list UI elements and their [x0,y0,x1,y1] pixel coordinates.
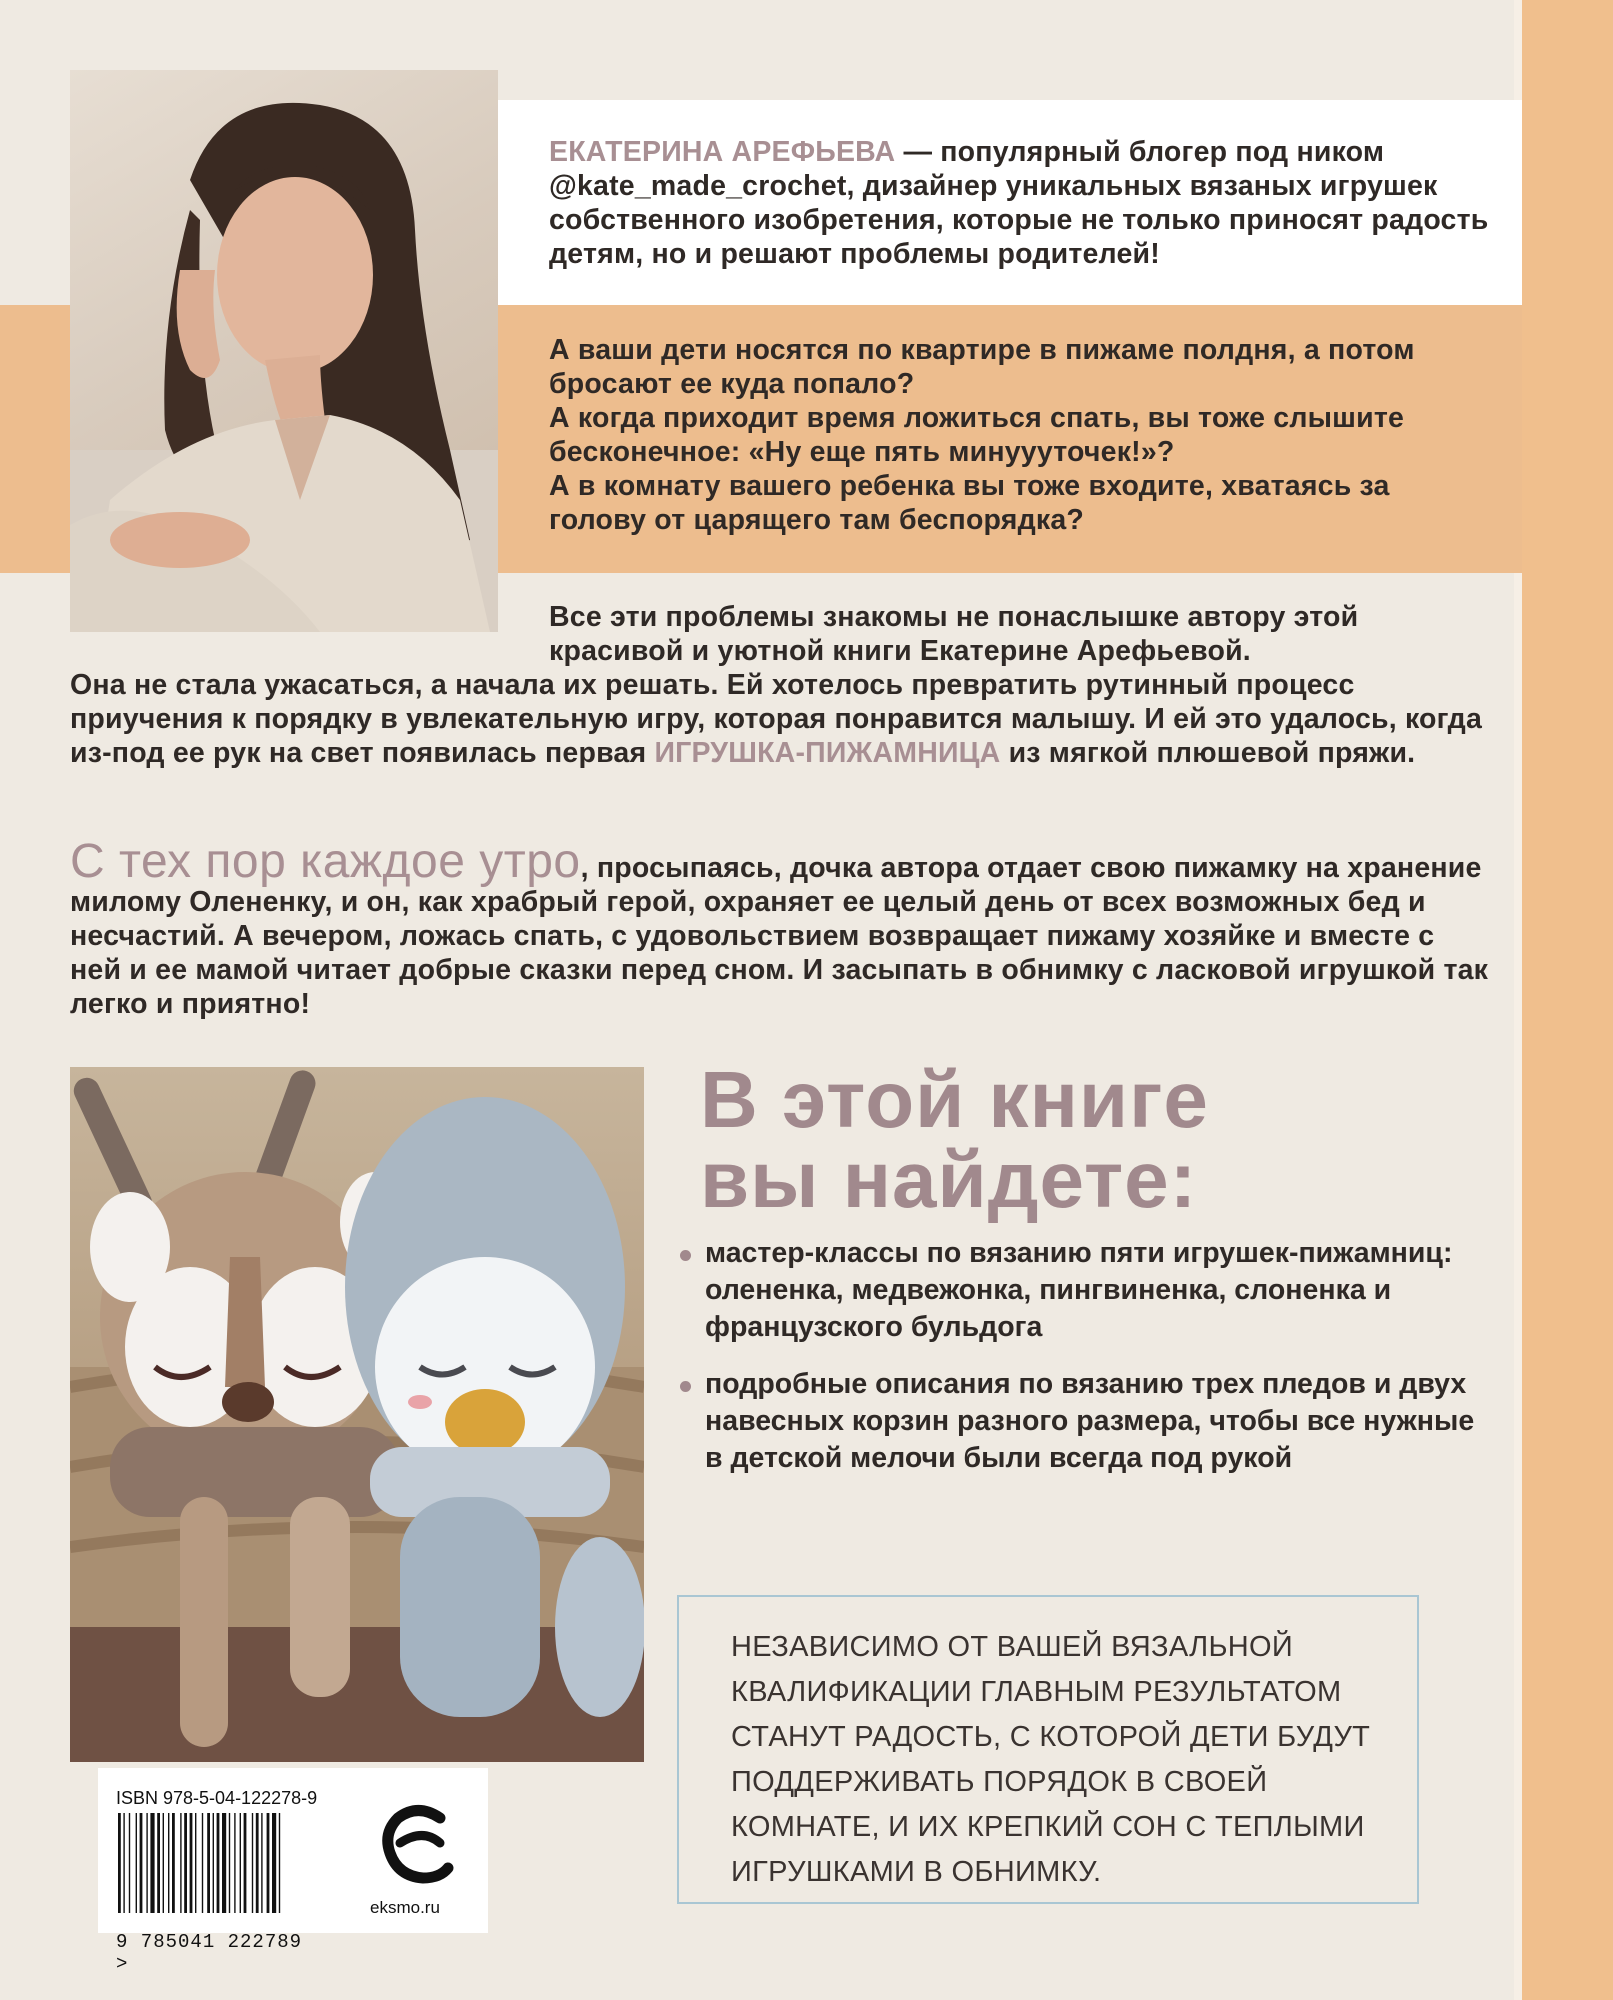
toy-name-highlight: ИГРУШКА-ПИЖАМНИЦА [654,737,1001,769]
barcode-bar [217,1813,220,1913]
barcode-bar [146,1813,147,1913]
barcode [116,1813,326,1975]
problems-body: Она не стала ужасаться, а начала их решать. Ей хотелось превратить рутинный процесс приучения к порядку в увлекательную игру, которая понравится малышу. И ей это удалось, когда из-под ее рук на свет появилась первая [70,669,1482,769]
barcode-bar [190,1813,193,1913]
morning-paragraph [70,835,1490,1021]
author-bio [549,135,1489,271]
barcode-bar [129,1813,130,1913]
toys-photo [70,1067,644,1762]
problems-line-2: красивой и уютной книги Екатерине Арефьевой. [549,635,1251,667]
barcode-bar [256,1813,259,1913]
isbn-label: ISBN 978-5-04-122278-9 [116,1788,318,1808]
barcode-bar [272,1813,276,1913]
author-name: ЕКАТЕРИНА АРЕФЬЕВА [549,136,896,168]
summary-box [677,1595,1419,1904]
list-item [680,1366,1480,1477]
barcode-bar [252,1813,253,1913]
barcode-bar [202,1813,203,1913]
barcode-bar [140,1813,143,1913]
questions-block [549,333,1489,537]
eksmo-logo-icon [378,1798,458,1893]
barcode-bar [244,1813,247,1913]
publisher-url: eksmo.ru [370,1898,440,1917]
spine-strip [1522,0,1613,2000]
bullet-icon [680,1381,691,1392]
heading-line-1: В этой книге [700,1055,1209,1144]
barcode-bar [213,1813,214,1913]
bullet-icon [680,1250,691,1261]
morning-body: , просыпаясь, дочка автора отдает свою пижамку на хранение милому Олененку, и он, как храбрый герой, охраняет ее целый день от всех возможных бед и несчастий. А вечером, ложась спать, с удовольствием возвращает пижаму хозяйке и вместе с ней и ее мамой читает добрые сказки перед сном. И засыпать в обнимку с ласковой игрушкой так легко и приятно! [70,852,1489,1020]
list-item [680,1235,1480,1346]
list-item-text: мастер-классы по вязанию пяти игрушек-пижамниц: олененка, медвежонка, пингвиненка, слоненка и французского бульдога [705,1237,1453,1343]
morning-lead: С тех пор каждое утро [70,835,581,888]
barcode-bar [184,1813,187,1913]
barcode-bar [168,1813,169,1913]
barcode-bar [136,1813,137,1913]
barcode-bar [118,1813,121,1913]
barcode-bar [222,1813,226,1913]
barcode-bar [123,1813,124,1913]
barcode-digits: 9 785041 222789 > [116,1931,303,1975]
question-3: А в комнату вашего ребенка вы тоже входите, хватаясь за голову от царящего там беспорядка? [549,470,1390,536]
author-photo [70,70,498,632]
barcode-panel [98,1768,488,1975]
barcode-bar [229,1813,230,1913]
barcode-graphic [116,1813,326,1918]
barcode-bar [180,1813,181,1913]
problems-line-1: Все эти проблемы знакомы не понаслышке автору этой [549,601,1359,633]
barcode-bar [195,1813,196,1913]
problems-paragraph [70,600,1490,770]
barcode-bar [150,1813,154,1913]
summary-text: НЕЗАВИСИМО ОТ ВАШЕЙ ВЯЗАЛЬНОЙ КВАЛИФИКАЦИИ ГЛАВНЫМ РЕЗУЛЬТАТОМ СТАНУТ РАДОСТЬ, С КОТОРОЙ ДЕТИ БУДУТ ПОДДЕРЖИВАТЬ ПОРЯДОК В СВОЕЙ КОМНАТЕ, И ИХ КРЕПКИЙ СОН С ТЕПЛЫМИ ИГРУШКАМИ В ОБНИМКУ. [731,1631,1371,1888]
list-item-text: подробные описания по вязанию трех пледов и двух навесных корзин разного размера, чтобы все нужные в детской мелочи были всегда под рукой [705,1368,1475,1474]
barcode-bar [240,1813,241,1913]
heading-line-2: вы найдете: [700,1135,1198,1224]
barcode-bar [157,1813,160,1913]
question-2: А когда приходит время ложиться спать, вы тоже слышите бесконечное: «Ну еще пять минуууточек!»? [549,402,1405,468]
question-1: А ваши дети носятся по квартире в пижаме полдня, а потом бросают ее куда попало? [549,334,1415,400]
barcode-bar [207,1813,210,1913]
barcode-bar [234,1813,235,1913]
contents-list [680,1235,1480,1497]
author-bio-text: — популярный блогер под ником @kate_made_crochet, дизайнер уникальных вязаных игрушек собственного изобретения, которые не только приносят радость детям, но и решают проблемы родителей! [549,136,1489,270]
barcode-bar [267,1813,270,1913]
section-heading [700,1055,1209,1224]
barcode-bar [163,1813,164,1913]
problems-tail: из мягкой плюшевой пряжи. [1000,737,1416,769]
barcode-bar [172,1813,175,1913]
barcode-bar [261,1813,262,1913]
barcode-bar [279,1813,280,1913]
